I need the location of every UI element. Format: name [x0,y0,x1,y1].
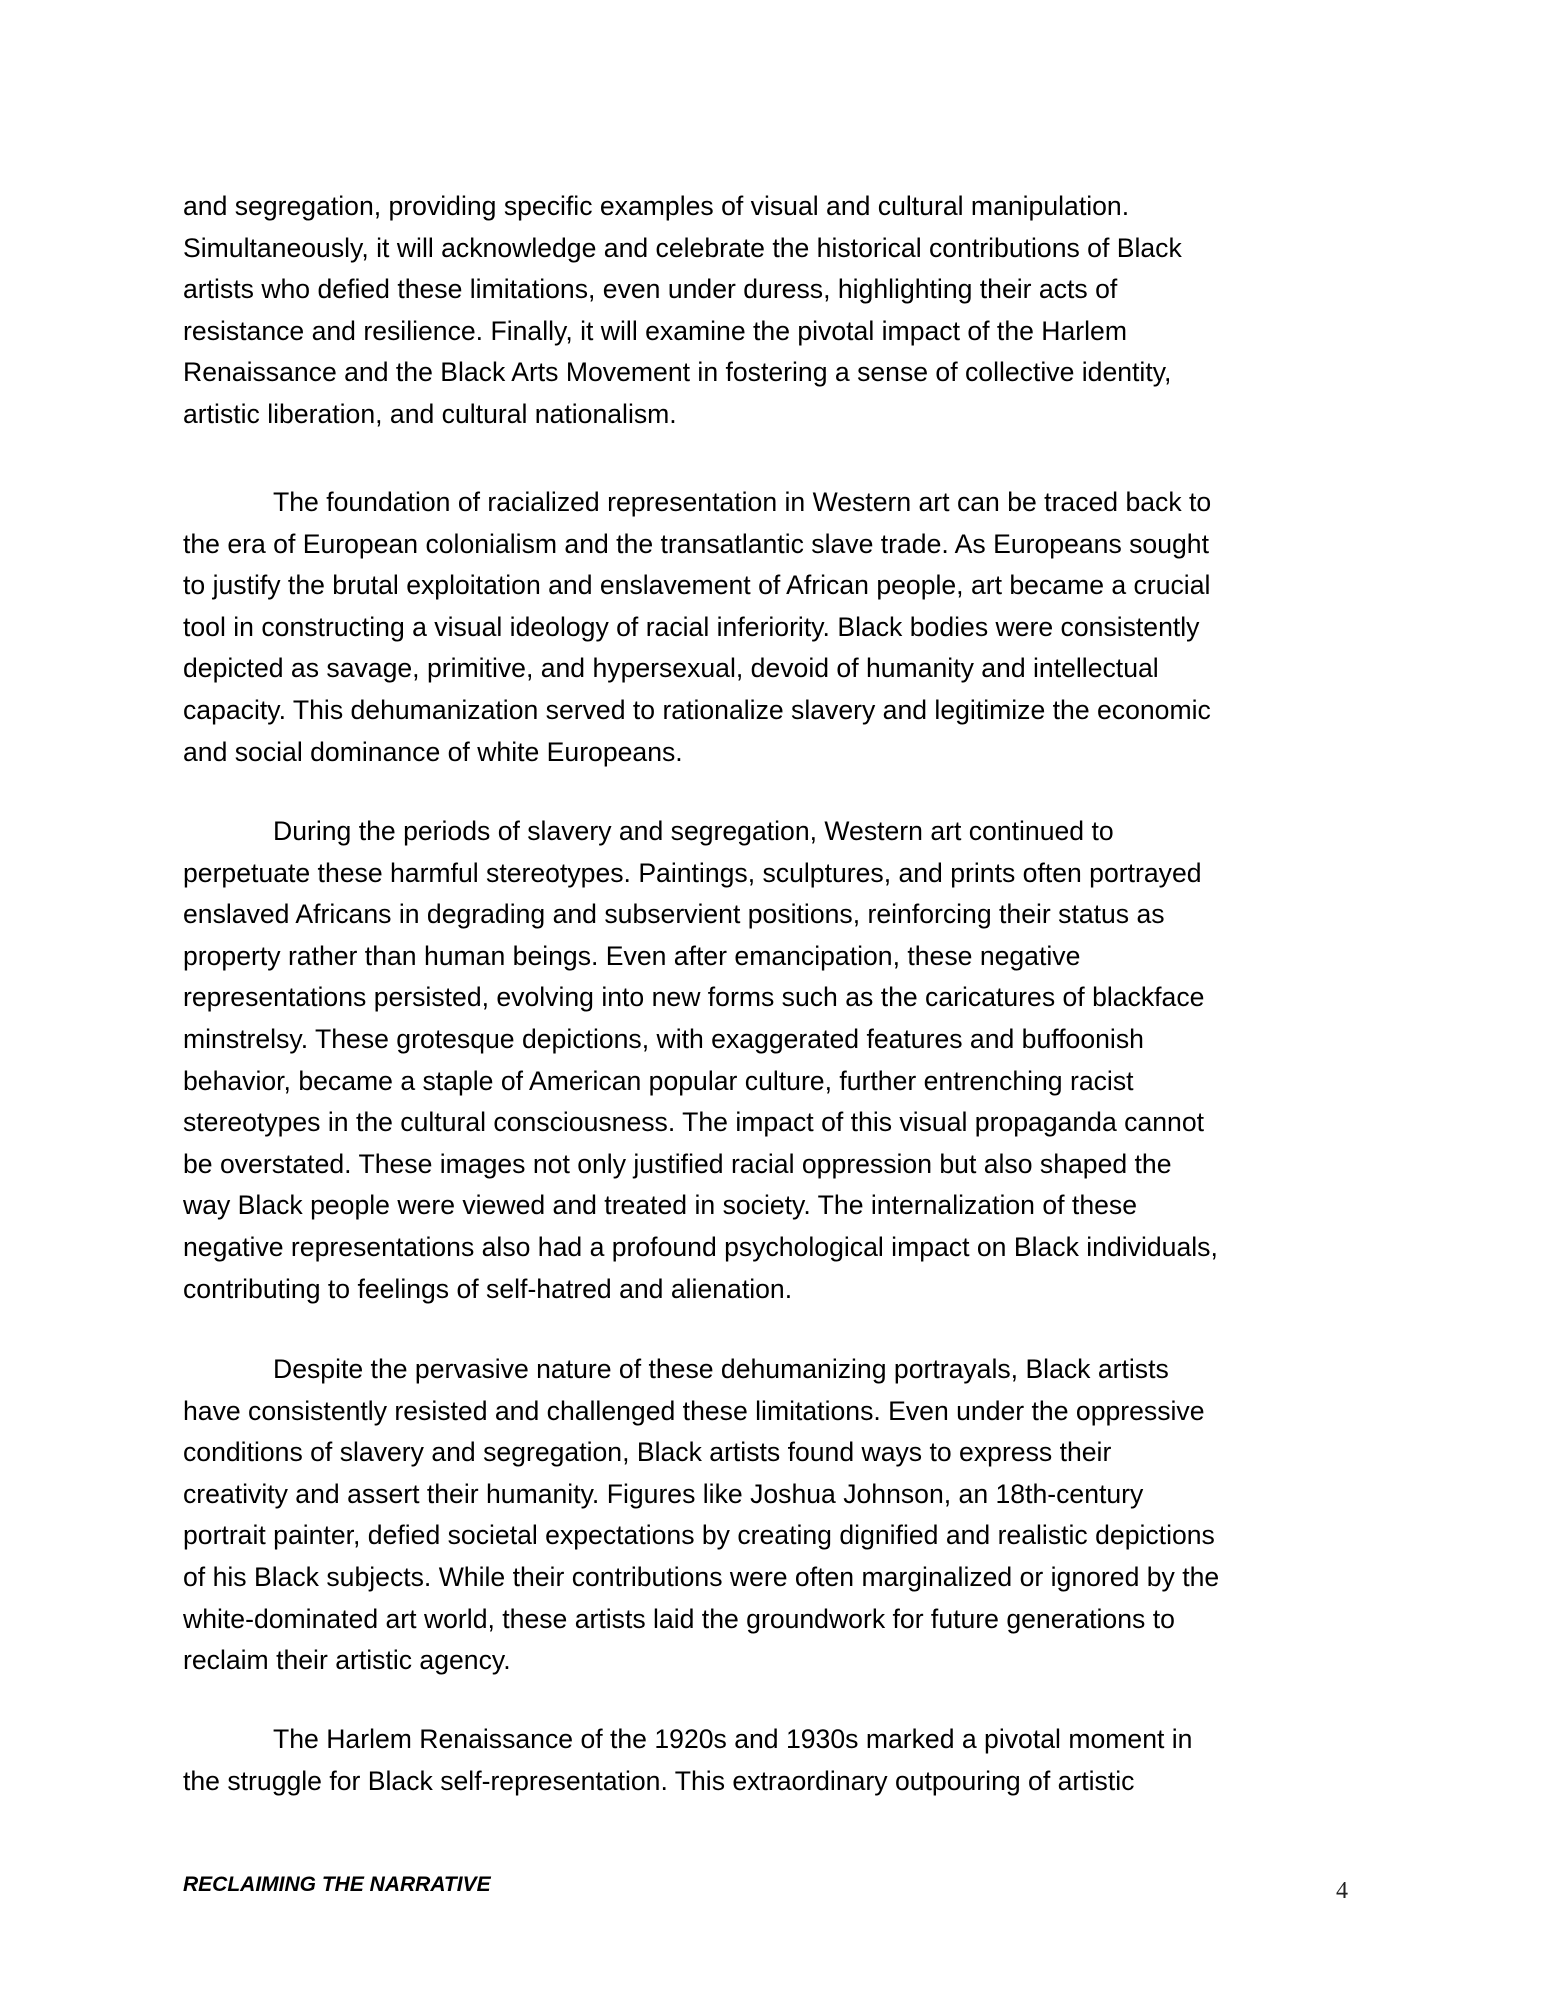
text-line: of his Black subjects. While their contributions were often marginalized or ignored by the [183,1561,1220,1592]
text-line: stereotypes in the cultural consciousness. The impact of this visual propaganda cannot [183,1107,1205,1138]
text-line: property rather than human beings. Even after emancipation, these negative [183,940,1081,971]
text-line: the era of European colonialism and the transatlantic slave trade. As Europeans sought [183,528,1209,559]
text-line: portrait painter, defied societal expectations by creating dignified and realistic depictions [183,1520,1215,1551]
text-line: During the periods of slavery and segregation, Western art continued to [273,816,1114,846]
text-line: negative representations also had a profound psychological impact on Black individuals, [183,1231,1218,1262]
text-line: Renaissance and the Black Arts Movement in fostering a sense of collective identity, [183,357,1172,388]
text-line: minstrelsy. These grotesque depictions, with exaggerated features and buffoonish [183,1023,1144,1054]
text-line: tool in constructing a visual ideology of racial inferiority. Black bodies were consistently [183,611,1200,642]
paragraph-resistance [183,1349,1358,1682]
text-line: representations persisted, evolving into new forms such as the caricatures of blackface [183,982,1205,1013]
text-line: way Black people were viewed and treated in society. The internalization of these [183,1190,1137,1221]
text-line: contributing to feelings of self-hatred and alienation. [183,1273,793,1304]
text-line: Simultaneously, it will acknowledge and celebrate the historical contributions of Black [183,232,1182,263]
text-line: white-dominated art world, these artists laid the groundwork for future generations to [183,1603,1175,1634]
footer-running-title: RECLAIMING THE NARRATIVE [183,1873,491,1896]
text-line: conditions of slavery and segregation, Black artists found ways to express their [183,1437,1112,1468]
text-line: resistance and resilience. Finally, it will examine the pivotal impact of the Harlem [183,315,1127,346]
text-line: be overstated. These images not only justified racial oppression but also shaped the [183,1148,1172,1179]
text-line: creativity and assert their humanity. Figures like Joshua Johnson, an 18th-century [183,1478,1144,1509]
paragraph-slavery-segregation [183,811,1358,1310]
page-number: 4 [1336,1878,1348,1904]
text-line: enslaved Africans in degrading and subservient positions, reinforcing their status as [183,899,1165,930]
text-line: behavior, became a staple of American popular culture, further entrenching racist [183,1065,1134,1096]
text-line: artistic liberation, and cultural nationalism. [183,398,677,429]
text-line: artists who defied these limitations, even under duress, highlighting their acts of [183,274,1118,305]
text-line: capacity. This dehumanization served to rationalize slavery and legitimize the economic [183,694,1211,725]
text-line: reclaim their artistic agency. [183,1645,511,1676]
text-line: have consistently resisted and challenged these limitations. Even under the oppressive [183,1395,1205,1426]
text-line: The foundation of racialized representation in Western art can be traced back to [273,487,1212,517]
text-line: and social dominance of white Europeans. [183,736,683,767]
text-line: Despite the pervasive nature of these dehumanizing portrayals, Black artists [273,1354,1169,1384]
paragraph-colonial-foundation [183,482,1358,773]
text-line: depicted as savage, primitive, and hypersexual, devoid of humanity and intellectual [183,653,1159,684]
text-line: to justify the brutal exploitation and enslavement of African people, art became a crucial [183,570,1211,601]
paragraph-harlem-renaissance [183,1719,1358,1802]
text-line: the struggle for Black self-representation. This extraordinary outpouring of artistic [183,1765,1135,1796]
text-line: perpetuate these harmful stereotypes. Paintings, sculptures, and prints often portrayed [183,857,1202,888]
text-line: and segregation, providing specific examples of visual and cultural manipulation. [183,191,1130,221]
paragraph-intro-continuation [183,186,1358,436]
text-line: The Harlem Renaissance of the 1920s and 1930s marked a pivotal moment in [273,1724,1193,1754]
